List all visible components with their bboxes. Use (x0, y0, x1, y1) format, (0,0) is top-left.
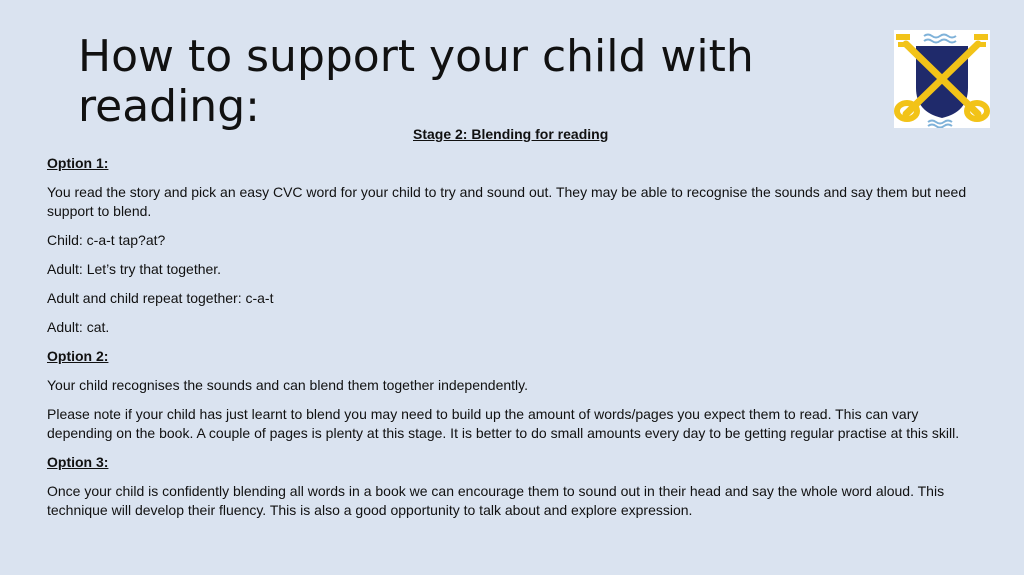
section-subtitle: Stage 2: Blending for reading (413, 126, 609, 142)
dialogue-adult-line: Adult: Let’s try that together. (47, 261, 222, 277)
slide-body (47, 154, 982, 530)
dialogue-child-line: Child: c-a-t tap?at? (47, 232, 166, 248)
option-2-description: Your child recognises the sounds and can blend them together independently. (47, 377, 529, 393)
option-2-note: Please note if your child has just learnt to blend you may need to build up the amount of words/pages you expect them to read. This can vary depending on the book. A couple of pages is plenty at this stage. It is better to do small amounts every day to be getting regular practise at this skill. (47, 406, 960, 441)
dialogue-adult-final-line: Adult: cat. (47, 319, 110, 335)
school-crest-logo (894, 30, 990, 128)
option-3-description: Once your child is confidently blending all words in a book we can encourage them to sound out in their head and say the whole word aloud. This technique will develop their fluency. This is also a good opportunity to talk about and explore expression. (47, 483, 945, 518)
dialogue-together-line: Adult and child repeat together: c-a-t (47, 290, 274, 306)
option-1-description: You read the story and pick an easy CVC word for your child to try and sound out. They may be able to recognise the sounds and say them but need support to blend. (47, 184, 967, 219)
crossed-keys-crest-icon (894, 30, 990, 128)
option-2-heading: Option 2: (47, 348, 109, 364)
slide-title: How to support your child with reading: (78, 31, 754, 132)
option-3-heading: Option 3: (47, 454, 109, 470)
option-1-heading: Option 1: (47, 155, 109, 171)
